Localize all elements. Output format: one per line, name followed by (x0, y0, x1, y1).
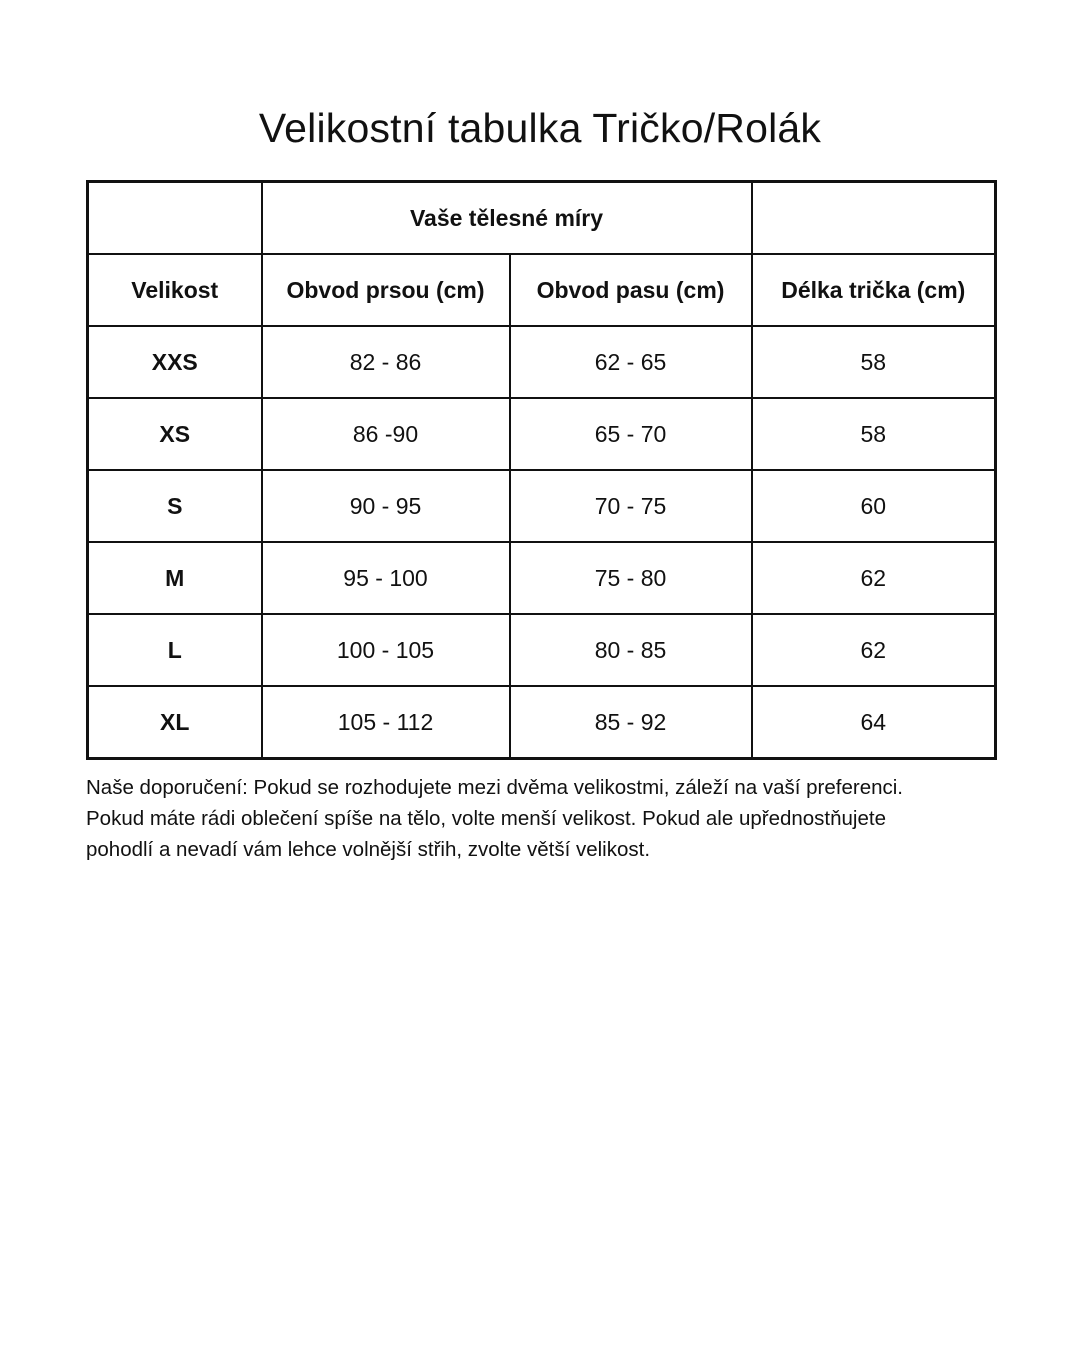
table-row (88, 614, 996, 686)
empty-header-cell (752, 182, 996, 255)
table-row (88, 398, 996, 470)
waist-cell: 70 - 75 (510, 470, 752, 542)
chest-cell: 90 - 95 (262, 470, 510, 542)
size-cell: L (88, 614, 262, 686)
chest-cell: 100 - 105 (262, 614, 510, 686)
empty-corner-cell (88, 182, 262, 255)
length-cell: 58 (752, 398, 996, 470)
group-header-row (88, 182, 996, 255)
length-cell: 62 (752, 542, 996, 614)
length-cell: 60 (752, 470, 996, 542)
table-row (88, 326, 996, 398)
recommendation-note (86, 772, 986, 865)
size-cell: XXS (88, 326, 262, 398)
length-cell: 62 (752, 614, 996, 686)
column-header-size: Velikost (88, 254, 262, 326)
column-header-length: Délka trička (cm) (752, 254, 996, 326)
length-cell: 58 (752, 326, 996, 398)
note-line: Naše doporučení: Pokud se rozhodujete mezi dvěma velikostmi, záleží na vaší preferenci. (86, 776, 903, 799)
group-header-body-measurements: Vaše tělesné míry (262, 182, 752, 255)
chest-cell: 82 - 86 (262, 326, 510, 398)
size-cell: XS (88, 398, 262, 470)
note-line: Pokud máte rádi oblečení spíše na tělo, volte menší velikost. Pokud ale upřednostňujete (86, 807, 886, 830)
size-chart-table (86, 180, 997, 760)
length-cell: 64 (752, 686, 996, 759)
table-row (88, 686, 996, 759)
chest-cell: 86 -90 (262, 398, 510, 470)
page-title: Velikostní tabulka Tričko/Rolák (258, 105, 822, 151)
table-row (88, 542, 996, 614)
size-cell: S (88, 470, 262, 542)
table-row (88, 470, 996, 542)
column-header-row (88, 254, 996, 326)
waist-cell: 62 - 65 (510, 326, 752, 398)
waist-cell: 85 - 92 (510, 686, 752, 759)
waist-cell: 80 - 85 (510, 614, 752, 686)
size-cell: M (88, 542, 262, 614)
note-line: pohodlí a nevadí vám lehce volnější střih, zvolte větší velikost. (86, 838, 651, 861)
chest-cell: 105 - 112 (262, 686, 510, 759)
waist-cell: 65 - 70 (510, 398, 752, 470)
column-header-chest: Obvod prsou (cm) (262, 254, 510, 326)
size-cell: XL (88, 686, 262, 759)
chest-cell: 95 - 100 (262, 542, 510, 614)
waist-cell: 75 - 80 (510, 542, 752, 614)
column-header-waist: Obvod pasu (cm) (510, 254, 752, 326)
